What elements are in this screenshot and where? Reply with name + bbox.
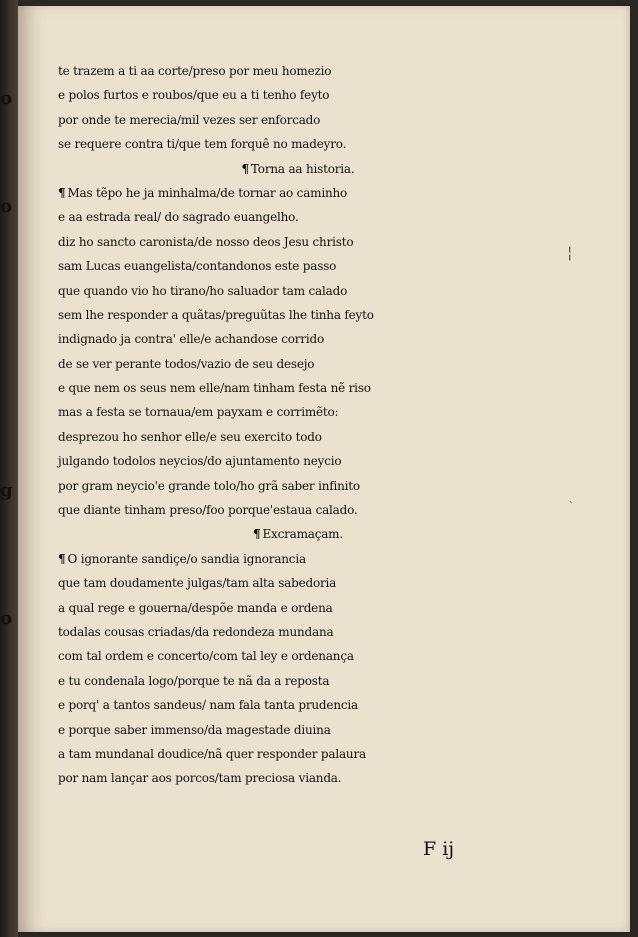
line-text: indignado ja contra' elle/e achandose corrido — [58, 332, 325, 347]
line-text: que tam doudamente julgas/tam alta sabedoria — [58, 576, 337, 591]
line-text: te trazem a ti aa corte/preso por meu homezio — [58, 64, 332, 78]
text-line — [58, 547, 578, 571]
text-line — [58, 205, 578, 229]
text-line — [58, 596, 578, 620]
line-text: Excramaçam. — [262, 527, 343, 542]
text-line — [58, 254, 578, 278]
text-line — [58, 620, 578, 644]
facing-page-fragment: o — [0, 608, 13, 629]
text-line — [58, 693, 578, 717]
text-line — [58, 279, 578, 303]
line-text: e porque saber immenso/da magestade diuina — [58, 722, 331, 737]
line-text: Torna aa historia. — [250, 161, 355, 176]
text-line — [58, 644, 578, 668]
right-margin-mark: ` — [568, 500, 575, 516]
pilcrow-mark: ¶ — [58, 185, 66, 200]
text-line — [58, 376, 578, 400]
facing-page-fragment: g — [0, 480, 13, 501]
line-text: e que nem os seus nem elle/nam tinham festa nẽ riso — [58, 381, 371, 396]
text-line — [58, 59, 578, 83]
facing-page-fragment: o — [0, 88, 13, 109]
text-line — [58, 474, 578, 498]
text-line — [58, 327, 578, 351]
line-text: todalas cousas criadas/da redondeza mundana — [58, 624, 334, 639]
line-text: se requere contra ti/que tem forquê no madeyro. — [58, 137, 347, 152]
text-line — [58, 108, 578, 132]
text-line — [58, 181, 578, 205]
pilcrow-mark: ¶ — [241, 161, 249, 176]
line-text: e porq' a tantos sandeus/ nam fala tanta prudencia — [58, 698, 358, 713]
line-text: sam Lucas euangelista/contandonos este passo — [58, 259, 337, 274]
text-line — [58, 400, 578, 424]
text-line — [58, 742, 578, 766]
text-line — [58, 132, 578, 156]
facing-page-fragment: o — [0, 196, 13, 217]
line-text: O ignorante sandiçe/o sandia ignorancia — [67, 551, 306, 566]
line-text: a tam mundanal doudice/nã quer responder palaura — [58, 746, 366, 761]
line-text: a qual rege e gouerna/despõe manda e ordena — [58, 600, 333, 615]
line-text: Mas tẽpo he ja minhalma/de tornar ao caminho — [67, 185, 348, 200]
text-line — [58, 352, 578, 376]
line-text: de se ver perante todos/vazio de seu desejo — [58, 356, 315, 371]
line-text: diz ho sancto caronista/de nosso deos Jesu christo — [58, 234, 354, 249]
text-line — [58, 303, 578, 327]
line-text: que diante tinham preso/foo porque'estaua calado. — [58, 503, 358, 518]
line-text: julgando todolos neycios/do ajuntamento neycio — [58, 454, 342, 469]
line-text: sem lhe responder a quãtas/preguũtas lhe tinha feyto — [58, 307, 374, 322]
facing-page-edge — [0, 60, 14, 660]
text-line — [58, 669, 578, 693]
text-line — [58, 571, 578, 595]
text-line — [58, 449, 578, 473]
line-text: por nam lançar aos porcos/tam preciosa vianda. — [58, 771, 342, 786]
pilcrow-mark: ¶ — [58, 551, 66, 566]
line-text: por gram neycio'e grande tolo/ho grã saber infinito — [58, 478, 360, 493]
text-line — [58, 766, 578, 790]
page-text-block — [58, 59, 578, 791]
line-text: e polos furtos e roubos/que eu a ti tenho feyto — [58, 88, 330, 103]
book-page — [18, 6, 630, 932]
section-heading — [58, 157, 578, 181]
text-line — [58, 425, 578, 449]
line-text: com tal ordem e concerto/com tal ley e ordenança — [58, 649, 354, 664]
line-text: por onde te merecia/mil vezes ser enforcado — [58, 112, 321, 127]
text-line — [58, 498, 578, 522]
line-text: que quando vio ho tirano/ho saluador tam calado — [58, 283, 348, 298]
text-line — [58, 230, 578, 254]
page-foliation: F ij — [423, 838, 455, 860]
right-margin-mark: ¦ — [567, 243, 573, 262]
line-text: e aa estrada real/ do sagrado euangelho. — [58, 210, 299, 225]
line-text: e tu condenala logo/porque te nã da a reposta — [58, 673, 330, 688]
pilcrow-mark: ¶ — [253, 527, 261, 542]
text-line — [58, 83, 578, 107]
line-text: mas a festa se tornaua/em payxam e corrimẽto: — [58, 405, 339, 420]
line-text: desprezou ho senhor elle/e seu exercito todo — [58, 429, 322, 444]
section-heading — [58, 522, 578, 546]
text-line — [58, 718, 578, 742]
